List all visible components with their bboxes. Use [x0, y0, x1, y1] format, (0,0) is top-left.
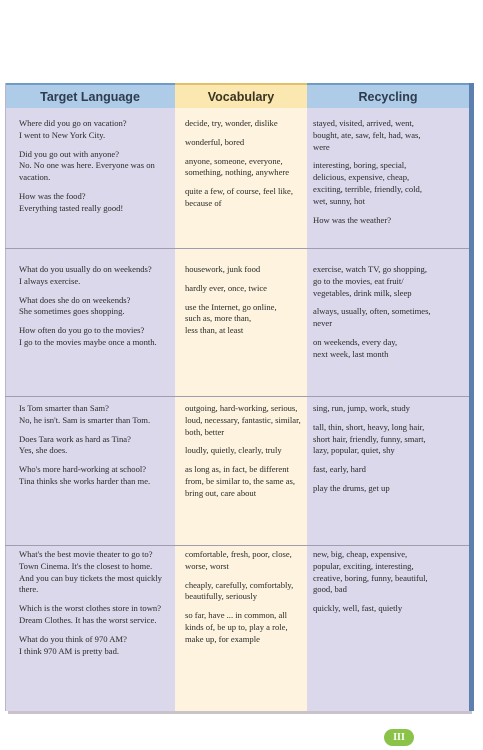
text-group [185, 445, 305, 457]
target-language-cell [19, 118, 173, 222]
text-group [185, 283, 305, 295]
text-group [185, 118, 305, 130]
text-line: as long as, in fact, be different [185, 464, 289, 475]
text-line: anyone, someone, everyone, [185, 155, 283, 166]
text-line: exciting, terrible, friendly, cold, [313, 183, 422, 194]
target-language-cell [19, 264, 173, 356]
text-line: comfortable, fresh, poor, close, [185, 549, 292, 559]
text-group [185, 610, 305, 645]
text-group [185, 549, 305, 573]
row-divider [5, 396, 469, 397]
text-line: quite a few, of course, feel like, [185, 186, 294, 197]
header-recycling: Recycling [307, 83, 469, 108]
text-line: loudly, quietly, clearly, truly [185, 445, 282, 456]
text-line: such as, more than, [185, 313, 252, 324]
text-line: quickly, well, fast, quietly [313, 603, 403, 614]
text-group [185, 186, 305, 210]
text-line: there. [19, 584, 39, 595]
text-line: decide, try, wonder, dislike [185, 118, 278, 128]
header-target-language: Target Language [5, 83, 175, 108]
text-line: beautifully, seriously [185, 591, 257, 602]
text-line: vegetables, drink milk, sleep [313, 287, 412, 298]
text-line: loud, necessary, fantastic, similar, [185, 414, 301, 425]
text-line: Did you go out with anyone? [19, 148, 120, 159]
text-line: both, better [185, 426, 225, 437]
text-line: Where did you go on vacation? [19, 118, 127, 128]
text-line: bought, ate, saw, felt, had, was, [313, 129, 421, 140]
text-line: next week, last month [313, 348, 389, 359]
text-line: cheaply, carefully, comfortably, [185, 579, 294, 590]
text-line: exercise, watch TV, go shopping, [313, 264, 428, 274]
text-line: short hair, friendly, funny, smart, [313, 433, 426, 444]
text-line: lazy, popular, quiet, shy [313, 445, 395, 456]
vocabulary-cell [185, 403, 305, 507]
text-group [313, 603, 465, 615]
text-line: bring out, care about [185, 487, 257, 498]
text-group [313, 464, 465, 476]
text-line: How was the weather? [313, 214, 392, 225]
text-line: Everything tasted really good! [19, 202, 124, 213]
text-line: And you can buy tickets the most quickly [19, 572, 162, 583]
row-divider [5, 545, 469, 546]
table-right-edge [469, 83, 474, 711]
text-group [185, 403, 305, 438]
text-group [19, 264, 173, 288]
text-line: I think 970 AM is pretty bad. [19, 645, 120, 656]
text-group [313, 483, 465, 495]
text-group [185, 580, 305, 604]
target-language-cell [19, 549, 173, 664]
text-line: something, nothing, anywhere [185, 167, 290, 178]
text-line: What's the best movie theater to go to? [19, 549, 153, 559]
text-group [313, 160, 465, 207]
header-vocabulary: Vocabulary [175, 83, 307, 108]
text-line: wonderful, bored [185, 136, 245, 147]
vocabulary-cell [185, 118, 305, 217]
text-line: Which is the worst clothes store in town? [19, 603, 162, 614]
text-line: What does she do on weekends? [19, 294, 131, 305]
text-group [313, 422, 465, 457]
text-line: use the Internet, go online, [185, 301, 277, 312]
text-group [19, 634, 173, 658]
text-line: Town Cinema. It's the closest to home. [19, 560, 153, 571]
text-line: What do you think of 970 AM? [19, 633, 127, 644]
text-line: new, big, cheap, expensive, [313, 549, 408, 559]
text-line: Who's more hard-working at school? [19, 464, 147, 475]
unit-summary-table [5, 83, 469, 711]
text-line: hardly ever, once, twice [185, 282, 267, 293]
text-line: never [313, 318, 333, 329]
text-line: No, he isn't. Sam is smarter than Tom. [19, 414, 151, 425]
text-line: No. No one was here. Everyone was on [19, 160, 155, 171]
text-group [19, 464, 173, 488]
text-group [19, 603, 173, 627]
text-line: play the drums, get up [313, 482, 390, 493]
text-line: vacation. [19, 172, 51, 183]
text-group [313, 264, 465, 299]
text-line: tall, thin, short, heavy, long hair, [313, 421, 425, 432]
text-line: Dream Clothes. It has the worst service. [19, 614, 157, 625]
text-line: make up, for example [185, 633, 260, 644]
page-number-badge [384, 729, 414, 746]
text-line: She sometimes goes shopping. [19, 306, 125, 317]
text-line: outgoing, hard-working, serious, [185, 403, 298, 413]
text-line: sing, run, jump, work, study [313, 403, 410, 413]
vocabulary-cell [185, 549, 305, 653]
row-divider [5, 248, 469, 249]
text-group [19, 434, 173, 458]
recycling-cell [313, 549, 465, 622]
text-line: Yes, she does. [19, 445, 68, 456]
text-line: How was the food? [19, 190, 86, 201]
text-line: kinds of, be up to, play a role, [185, 621, 288, 632]
text-line: less than, at least [185, 325, 244, 336]
text-group [313, 215, 465, 227]
text-line: I go to the movies maybe once a month. [19, 336, 157, 347]
text-line: I went to New York City. [19, 129, 106, 140]
recycling-cell [313, 403, 465, 502]
text-line: good, bad [313, 584, 347, 595]
text-group [19, 295, 173, 319]
text-line: housework, junk food [185, 264, 261, 274]
text-line: delicious, expensive, cheap, [313, 172, 410, 183]
text-group [19, 403, 173, 427]
text-group [313, 549, 465, 596]
text-group [19, 549, 173, 596]
text-line: How often do you go to the movies? [19, 325, 145, 336]
text-line: Is Tom smarter than Sam? [19, 403, 109, 413]
text-group [185, 137, 305, 149]
text-group [19, 149, 173, 184]
text-group [313, 337, 465, 361]
recycling-cell [313, 264, 465, 368]
text-line: creative, boring, funny, beautiful, [313, 572, 428, 583]
text-line: so far, have ... in common, all [185, 610, 288, 621]
text-group [313, 306, 465, 330]
text-line: were [313, 141, 330, 152]
text-line: popular, exciting, interesting, [313, 560, 414, 571]
text-group [185, 156, 305, 180]
text-line: wet, sunny, hot [313, 195, 365, 206]
table-header [5, 83, 469, 108]
text-line: because of [185, 197, 222, 208]
text-group [185, 264, 305, 276]
target-language-cell [19, 403, 173, 495]
text-line: on weekends, every day, [313, 336, 398, 347]
text-line: fast, early, hard [313, 464, 366, 475]
text-line: stayed, visited, arrived, went, [313, 118, 414, 128]
table-left-edge [5, 83, 6, 711]
text-line: I always exercise. [19, 275, 81, 286]
text-line: always, usually, often, sometimes, [313, 306, 431, 317]
text-group [313, 403, 465, 415]
text-line: worse, worst [185, 560, 229, 571]
text-line: go to the movies, eat fruit/ [313, 275, 404, 286]
text-line: Does Tara work as hard as Tina? [19, 433, 131, 444]
vocabulary-cell [185, 264, 305, 344]
text-line: interesting, boring, special, [313, 160, 407, 171]
text-group [19, 191, 173, 215]
recycling-cell [313, 118, 465, 233]
text-line: What do you usually do on weekends? [19, 264, 152, 274]
text-group [313, 118, 465, 153]
page-number: III [393, 732, 405, 743]
text-group [19, 325, 173, 349]
text-group [19, 118, 173, 142]
text-line: from, be similar to, the same as, [185, 475, 296, 486]
text-group [185, 464, 305, 499]
text-line: Tina thinks she works harder than me. [19, 475, 151, 486]
text-group [185, 302, 305, 337]
